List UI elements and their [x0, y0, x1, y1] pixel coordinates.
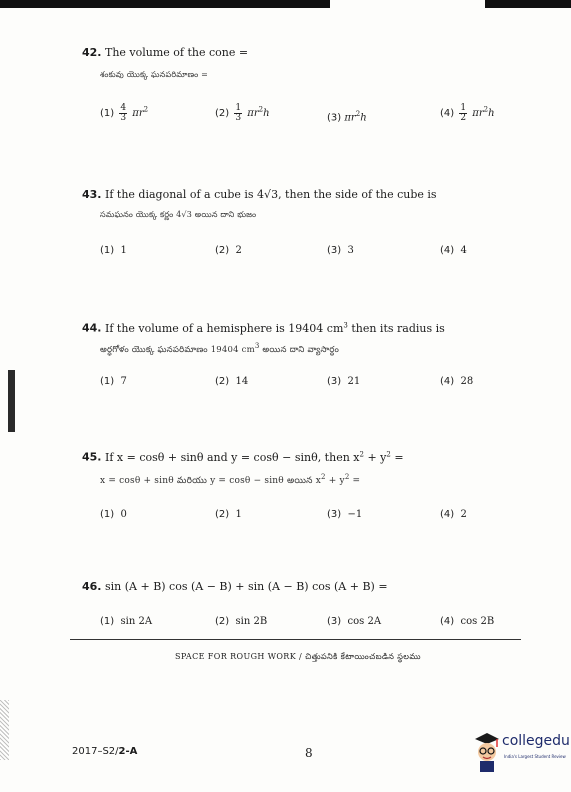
- rough-work-label: SPACE FOR ROUGH WORK / చిత్తుపనికి కేటాయించబడిన స్థలము: [175, 652, 421, 661]
- option-1[interactable]: (1) 1: [100, 245, 127, 256]
- page-number: 8: [305, 746, 313, 760]
- question-44: [82, 318, 522, 336]
- question-text: If the volume of a hemisphere is 19404 $cm^3$ then its radius is: [105, 321, 445, 335]
- option-2[interactable]: (2) $\frac{1}{3}$ $\pi r^2h$: [215, 103, 270, 123]
- option-1[interactable]: (1) $\frac{4}{3}$ $\pi r^2$: [100, 103, 149, 123]
- paper-code: 2017–S2/2-A: [72, 746, 138, 757]
- option-4[interactable]: (4) cos 2B: [440, 616, 495, 627]
- question-number: 42.: [82, 46, 102, 59]
- question-text: The volume of the cone =: [105, 46, 249, 59]
- scan-top-border: [0, 0, 571, 8]
- option-2[interactable]: (2) 1: [215, 509, 242, 520]
- question-text: If x = cosθ + sinθ and y = cosθ − sinθ, then $x^2 + y^2$ =: [105, 450, 404, 464]
- scan-left-mark: [8, 370, 15, 432]
- question-number: 43.: [82, 188, 102, 201]
- scan-top-gap: [330, 0, 485, 8]
- question-number: 44.: [82, 321, 102, 335]
- option-1[interactable]: (1) sin 2A: [100, 616, 153, 627]
- fraction: $\frac{4}{3}$: [120, 103, 127, 123]
- option-4[interactable]: (4) 2: [440, 509, 467, 520]
- option-2[interactable]: (2) 2: [215, 245, 242, 256]
- question-text: If the diagonal of a cube is 4√3, then the side of the cube is: [105, 188, 437, 201]
- logo-text: collegedu: [502, 733, 570, 749]
- question-number: 45.: [82, 450, 102, 464]
- logo-tagline: India's Largest Student Review: [504, 754, 566, 759]
- collegedunia-logo: [472, 730, 571, 776]
- question-43: [82, 188, 522, 202]
- option-3[interactable]: (3) 21: [327, 376, 361, 387]
- option-4[interactable]: (4) 4: [440, 245, 467, 256]
- option-3[interactable]: (3) 3: [327, 245, 354, 256]
- option-3[interactable]: (3) −1: [327, 509, 363, 520]
- option-4[interactable]: (4) $\frac{1}{2}$ $\pi r^2h$: [440, 103, 495, 123]
- option-1[interactable]: (1) 7: [100, 376, 127, 387]
- footer-divider: [70, 639, 521, 640]
- option-1[interactable]: (1) 0: [100, 509, 127, 520]
- student-mascot-icon: [472, 730, 502, 774]
- fraction: $\frac{1}{2}$: [460, 103, 467, 123]
- question-text: sin (A + B) cos (A − B) + sin (A − B) cos (A + B) =: [105, 580, 388, 593]
- question-45: [82, 447, 522, 465]
- question-42-telugu: శంకువు యొక్క ఘనపరిమాణం =: [100, 70, 209, 79]
- question-46: [82, 580, 522, 594]
- option-2[interactable]: (2) 14: [215, 376, 249, 387]
- option-2[interactable]: (2) sin 2B: [215, 616, 268, 627]
- option-3[interactable]: (3) cos 2A: [327, 616, 382, 627]
- option-4[interactable]: (4) 28: [440, 376, 474, 387]
- question-43-telugu: సమఘనం యొక్క కర్ణం 4√3 అయిన దాని భుజం: [100, 210, 257, 219]
- scan-edge-noise: [0, 700, 9, 760]
- fraction: $\frac{1}{3}$: [235, 103, 242, 123]
- question-44-telugu: అర్ధగోళం యొక్క ఘనపరిమాణం 19404 $cm^3$ అయిన దాని వ్యాసార్ధం: [100, 342, 339, 355]
- option-3[interactable]: (3) $\pi r^2h$: [327, 110, 367, 124]
- question-number: 46.: [82, 580, 102, 593]
- question-42: [82, 46, 522, 60]
- question-45-telugu: x = cosθ + sinθ మరియు y = cosθ − sinθ అయిన $x^2 + y^2$ =: [100, 473, 361, 486]
